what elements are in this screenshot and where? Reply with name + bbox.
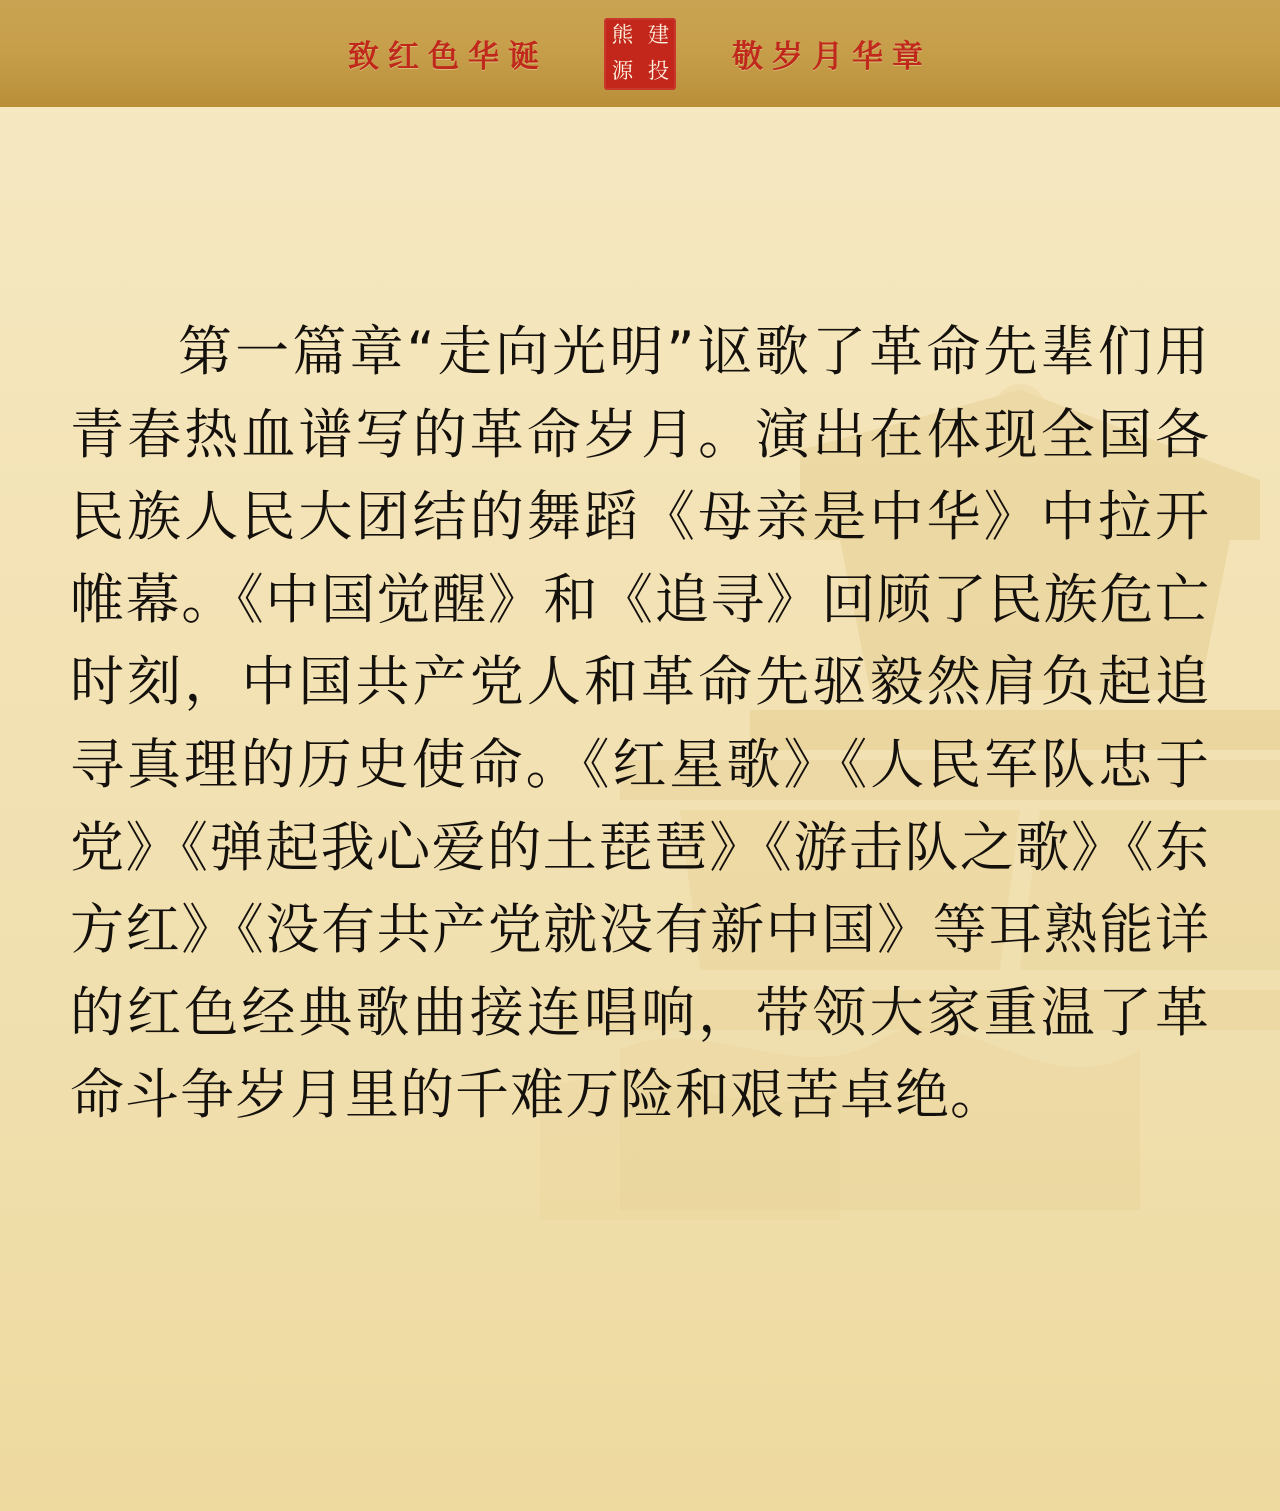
seal-char-2: 建	[647, 22, 669, 48]
article-paragraph: 第一篇章“走向光明”讴歌了革命先辈们用青春热血谱写的革命岁月。演出在体现全国各民族人民大团结的舞蹈《母亲是中华》中拉开帷幕。《中国觉醒》和《追寻》回顾了民族危亡时刻，中国共产党人和革命先驱毅然肩负起追寻真理的历史使命。《红星歌》《人民军队忠于党》《弹起我心爱的土琵琶》《游击队之歌》《东方红》《没有共产党就没有新中国》等耳熟能详的红色经典歌曲接连唱响，带领大家重温了革命斗争岁月里的千难万险和艰苦卓绝。	[70, 320, 1210, 1127]
header-banner	[0, 0, 1280, 107]
header-left-text: 致红色华诞	[348, 39, 548, 75]
seal-char-4: 投	[647, 58, 669, 84]
seal-char-3: 源	[611, 58, 633, 84]
seal-char-1: 熊	[611, 22, 633, 48]
article-content	[0, 107, 1280, 1137]
header-inner	[348, 18, 932, 90]
seal-stamp-icon	[604, 18, 676, 90]
header-right-text: 敬岁月华章	[732, 39, 932, 75]
